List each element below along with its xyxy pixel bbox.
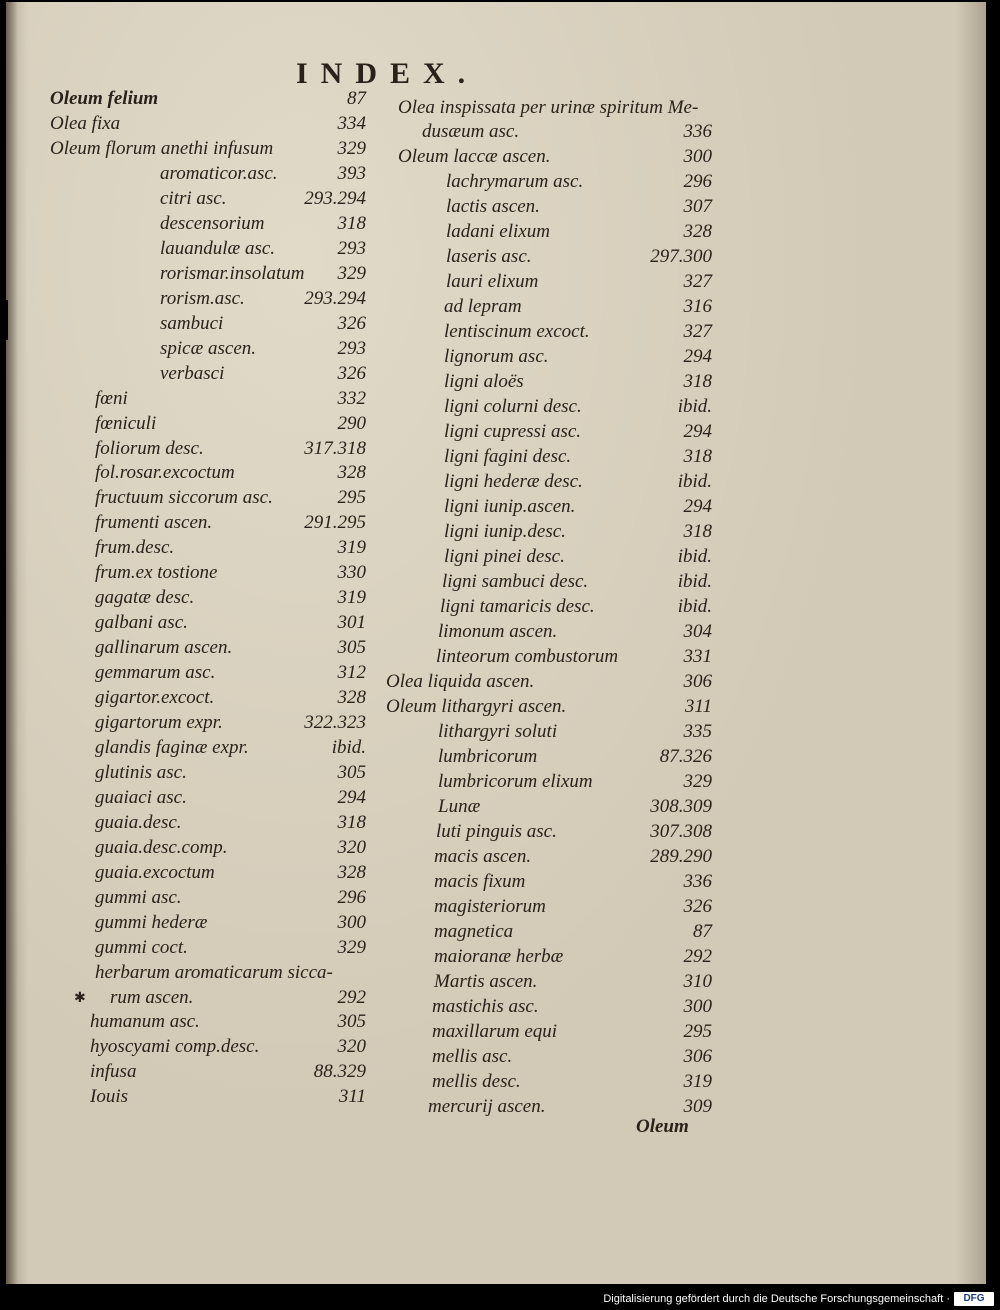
index-page-ref: 326 [337, 363, 366, 384]
index-term: guaiaci asc. [95, 787, 187, 808]
index-page-ref: 305 [337, 1011, 366, 1032]
index-term: fol.rosar.excoctum [95, 462, 235, 483]
index-page-ref: 88.329 [313, 1061, 366, 1082]
index-term: luti pinguis asc. [436, 821, 557, 842]
index-page-ref: 320 [337, 1036, 366, 1057]
index-term: lachrymarum asc. [446, 171, 584, 192]
index-page-ref: 294 [337, 787, 366, 808]
index-term: linteorum combustorum [436, 646, 619, 667]
index-page-ref: 294 [683, 346, 712, 367]
index-term: gallinarum ascen. [95, 637, 233, 658]
index-page-ref: ibid. [677, 546, 712, 567]
index-term: ligni iunip.ascen. [444, 496, 576, 517]
index-term: gummi coct. [95, 937, 188, 958]
index-term: magnetica [434, 921, 514, 942]
index-page-ref: 312 [337, 662, 366, 683]
index-page-ref: 294 [683, 496, 712, 517]
index-page-ref: ibid. [677, 471, 712, 492]
index-term: verbasci [160, 363, 225, 384]
index-page-ref: 307 [683, 196, 712, 217]
index-page-ref: 292 [337, 987, 366, 1008]
index-page-ref: 291.295 [304, 512, 366, 533]
index-term: ladani elixum [446, 221, 550, 242]
index-term: guaia.desc.comp. [95, 837, 228, 858]
index-term: ligni iunip.desc. [444, 521, 566, 542]
index-page-ref: 307.308 [650, 821, 712, 842]
gutter-shadow [6, 2, 18, 1284]
spine-mark [0, 300, 8, 340]
index-page-ref: 331 [683, 646, 712, 667]
index-term: infusa [90, 1061, 137, 1082]
index-term: maioranæ herbæ [434, 946, 564, 967]
index-term: Olea fixa [50, 113, 121, 134]
page-heading: INDEX. [296, 57, 479, 90]
index-term: glutinis asc. [95, 762, 187, 783]
index-page-ref: 300 [683, 146, 712, 167]
index-term: ligni aloës [444, 371, 524, 392]
index-page-ref: 308.309 [650, 796, 712, 817]
index-page-ref: 318 [683, 371, 712, 392]
index-page-ref: 319 [337, 537, 366, 558]
index-page-ref: 328 [337, 462, 366, 483]
index-term: rum ascen. [110, 987, 194, 1008]
index-page-ref: 289.290 [650, 846, 712, 867]
funding-notice: Digitalisierung gefördert durch die Deutsche Forschungsgemeinschaft · [603, 1293, 950, 1305]
index-page-ref: 319 [337, 587, 366, 608]
index-term: ligni hederæ desc. [444, 471, 583, 492]
index-page-ref: 330 [337, 562, 366, 583]
index-term: Oleum florum anethi infusum [50, 138, 274, 159]
index-term: mellis desc. [432, 1071, 521, 1092]
dfg-logo: DFG [954, 1292, 994, 1306]
index-term: fœni [95, 388, 128, 409]
index-term: guaia.desc. [95, 812, 182, 833]
index-term: fructuum siccorum asc. [95, 487, 273, 508]
index-page-ref: 293.294 [304, 288, 366, 309]
index-page-ref: 329 [337, 263, 366, 284]
index-term: maxillarum equi [432, 1021, 558, 1042]
index-page-ref: ibid. [677, 571, 712, 592]
index-page-ref: 327 [683, 321, 712, 342]
index-page-ref: 87.326 [659, 746, 712, 767]
index-term: lentiscinum excoct. [444, 321, 590, 342]
index-term: frum.ex tostione [95, 562, 218, 583]
index-page-ref: ibid. [331, 737, 366, 758]
index-term: frumenti ascen. [95, 512, 213, 533]
index-term: hyoscyami comp.desc. [90, 1036, 260, 1057]
index-term: laseris asc. [446, 246, 532, 267]
index-term: Martis ascen. [434, 971, 538, 992]
index-page-ref: 326 [337, 313, 366, 334]
index-page-ref: 296 [683, 171, 712, 192]
index-term: Lunæ [438, 796, 481, 817]
index-term: glandis faginæ expr. [95, 737, 249, 758]
index-page-ref: 317.318 [304, 438, 366, 459]
index-term: fœniculi [95, 413, 157, 434]
index-term: Iouis [90, 1086, 128, 1107]
index-page-ref: 305 [337, 762, 366, 783]
index-term: lactis ascen. [446, 196, 540, 217]
index-term: lignorum asc. [444, 346, 549, 367]
index-term: gigartor.excoct. [95, 687, 215, 708]
index-page-ref: 322.323 [304, 712, 366, 733]
index-term: gemmarum asc. [95, 662, 216, 683]
index-term: guaia.excoctum [95, 862, 215, 883]
index-page-ref: ibid. [677, 396, 712, 417]
index-page-ref: 327 [683, 271, 712, 292]
index-page-ref: 328 [683, 221, 712, 242]
index-page-ref: 295 [683, 1021, 712, 1042]
index-term: Olea liquida ascen. [386, 671, 535, 692]
index-page-ref: 318 [337, 812, 366, 833]
index-term: galbani asc. [95, 612, 188, 633]
index-term: Oleum felium [50, 88, 159, 109]
index-term: mastichis asc. [432, 996, 539, 1017]
index-term: ad lepram [444, 296, 522, 317]
index-page-ref: 305 [337, 637, 366, 658]
index-page-ref: 304 [683, 621, 712, 642]
index-page-ref: 311 [684, 696, 712, 717]
index-page-ref: 334 [337, 113, 366, 134]
index-page-ref: 335 [683, 721, 712, 742]
index-term: gummi asc. [95, 887, 182, 908]
index-term: gummi hederæ [95, 912, 208, 933]
index-page-ref: 320 [337, 837, 366, 858]
index-page-ref: 328 [337, 862, 366, 883]
index-page-ref: 329 [337, 138, 366, 159]
index-term: frum.desc. [95, 537, 175, 558]
index-page-ref: 328 [337, 687, 366, 708]
index-page-ref: 318 [337, 213, 366, 234]
index-page-ref: 326 [683, 896, 712, 917]
index-term: Oleum laccæ ascen. [398, 146, 551, 167]
index-term: lithargyri soluti [438, 721, 558, 742]
index-page-ref: 293.294 [304, 188, 366, 209]
index-page-ref: 311 [338, 1086, 366, 1107]
index-term: macis ascen. [434, 846, 532, 867]
index-page-ref: 316 [683, 296, 712, 317]
index-page-ref: 319 [683, 1071, 712, 1092]
index-page-ref: 87 [347, 88, 366, 109]
index-term: lumbricorum [438, 746, 538, 767]
index-page-ref: 300 [337, 912, 366, 933]
index-term: spicæ ascen. [160, 338, 257, 359]
index-term: lauri elixum [446, 271, 539, 292]
index-term: ligni sambuci desc. [442, 571, 589, 592]
index-page-ref: 294 [683, 421, 712, 442]
index-page-ref: 293 [337, 238, 366, 259]
index-term: ligni colurni desc. [444, 396, 582, 417]
index-term: Olea inspissata per urinæ spiritum Me- [398, 97, 699, 118]
index-term: ligni fagini desc. [444, 446, 572, 467]
index-term: aromaticor.asc. [160, 163, 278, 184]
index-term: rorism.asc. [160, 288, 245, 309]
index-page-ref: 329 [337, 937, 366, 958]
index-page-ref: 293 [337, 338, 366, 359]
index-term: foliorum desc. [95, 438, 204, 459]
index-page-ref: 393 [337, 163, 366, 184]
index-term: macis fixum [434, 871, 526, 892]
index-term: mellis asc. [432, 1046, 513, 1067]
index-page-ref: 306 [683, 671, 712, 692]
marginal-mark: ✱ [74, 991, 86, 1006]
index-term: magisteriorum [434, 896, 546, 917]
index-term: limonum ascen. [438, 621, 558, 642]
index-term: Oleum lithargyri ascen. [386, 696, 567, 717]
index-page-ref: 301 [337, 612, 366, 633]
index-page-ref: 336 [683, 121, 712, 142]
index-page-ref: 292 [683, 946, 712, 967]
index-page-ref: 87 [693, 921, 712, 942]
catchword: Oleum [636, 1116, 689, 1137]
index-term: dusæum asc. [422, 121, 520, 142]
index-page-ref: 290 [337, 413, 366, 434]
index-page-ref: 332 [337, 388, 366, 409]
index-page-ref: 296 [337, 887, 366, 908]
index-page-ref: 306 [683, 1046, 712, 1067]
index-term: rorismar.insolatum [160, 263, 305, 284]
index-page-ref: 318 [683, 521, 712, 542]
index-term: ligni cupressi asc. [444, 421, 582, 442]
index-term: lumbricorum elixum [438, 771, 593, 792]
index-term: mercurij ascen. [428, 1096, 546, 1117]
index-page-ref: 329 [683, 771, 712, 792]
index-term: sambuci [160, 313, 224, 334]
index-page-ref: 300 [683, 996, 712, 1017]
index-page-ref: 310 [683, 971, 712, 992]
index-page-ref: ibid. [677, 596, 712, 617]
index-term: descensorium [160, 213, 265, 234]
index-term: humanum asc. [90, 1011, 200, 1032]
index-page-ref: 297.300 [650, 246, 712, 267]
index-page-ref: 295 [337, 487, 366, 508]
index-term: ligni pinei desc. [444, 546, 565, 567]
index-page-ref: 309 [683, 1096, 712, 1117]
index-page-ref: 336 [683, 871, 712, 892]
index-term: herbarum aromaticarum sicca- [95, 962, 333, 983]
index-term: citri asc. [160, 188, 227, 209]
index-term: ligni tamaricis desc. [440, 596, 595, 617]
index-page-ref: 318 [683, 446, 712, 467]
index-term: lauandulæ asc. [160, 238, 276, 259]
index-term: gagatæ desc. [95, 587, 195, 608]
index-term: gigartorum expr. [95, 712, 223, 733]
